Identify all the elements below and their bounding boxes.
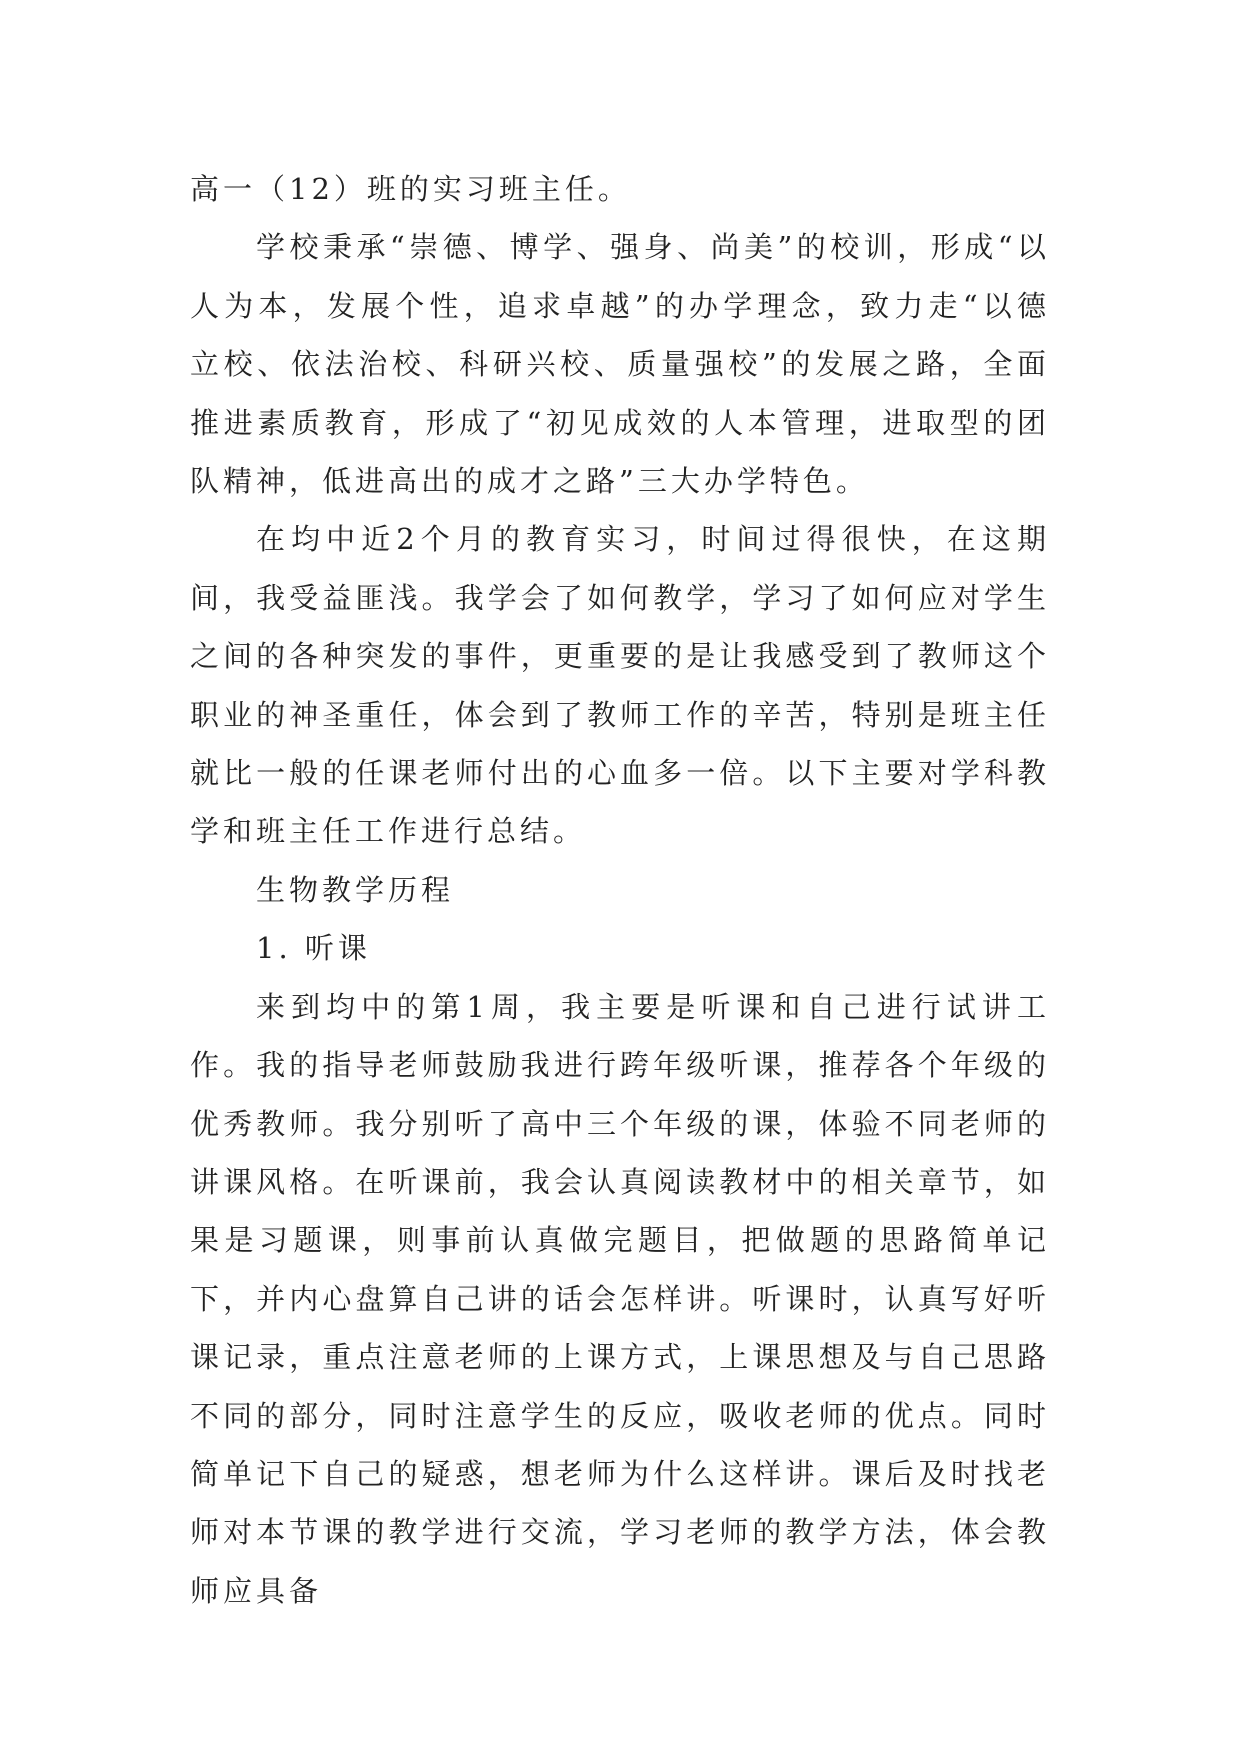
paragraph-lesson-observation: 来到均中的第1周，我主要是听课和自己进行试讲工作。我的指导老师鼓励我进行跨年级听课，推荐各个年级的优秀教师。我分别听了高中三个年级的课，体验不同老师的讲课风格。在听课前，我会认真阅读教材中的相关章节，如果是习题课，则事前认真做完题目，把做题的思路简单记下，并内心盘算自己讲的话会怎样讲。听课时，认真写好听课记录，重点注意老师的上课方式，上课思想及与自己思路不同的部分，同时注意学生的反应，吸收老师的优点。同时简单记下自己的疑惑，想老师为什么这样讲。课后及时找老师对本节课的教学进行交流，学习老师的教学方法，体会教师应具备 <box>190 989 1050 1608</box>
paragraph-school-motto: 学校秉承“崇德、博学、强身、尚美”的校训，形成“以人为本，发展个性，追求卓越”的办学理念，致力走“以德立校、依法治校、科研兴校、质量强校”的发展之路，全面推进素质教育，形成了“初见成效的人本管理，进取型的团队精神，低进高出的成才之路”三大办学特色。 <box>190 230 1050 499</box>
document-body <box>190 160 1050 1620</box>
section-heading-biology-teaching: 生物教学历程 <box>256 872 455 907</box>
subsection-heading-lesson-observation: 1. 听课 <box>256 931 371 966</box>
paragraph-class-teacher: 高一（12）班的实习班主任。 <box>190 172 631 206</box>
paragraph-internship-summary: 在均中近2个月的教育实习，时间过得很快，在这期间，我受益匪浅。我学会了如何教学，学习了如何应对学生之间的各种突发的事件，更重要的是让我感受到了教师这个职业的神圣重任，体会到了教师工作的辛苦，特别是班主任就比一般的任课老师付出的心血多一倍。以下主要对学科教学和班主任工作进行总结。 <box>190 522 1050 849</box>
